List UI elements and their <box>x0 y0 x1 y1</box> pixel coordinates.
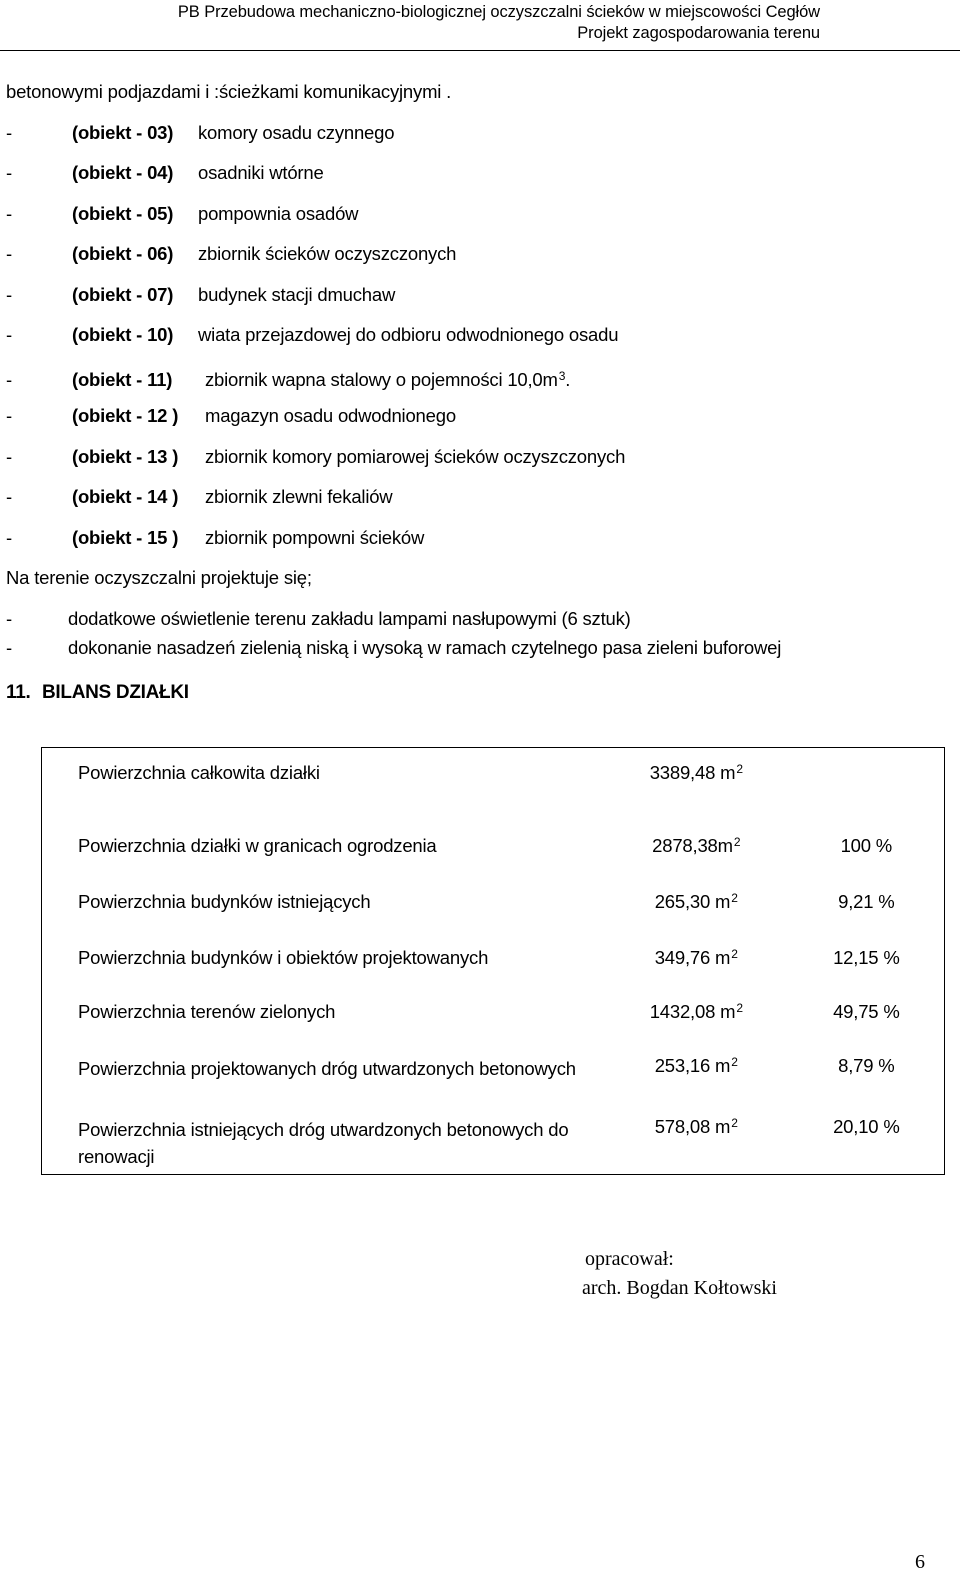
object-code: (obiekt - 07) <box>72 283 174 305</box>
section-heading <box>6 682 189 704</box>
page-number: 6 <box>915 1551 925 1573</box>
table-row <box>42 875 945 931</box>
row-label: Powierzchnia projektowanych dróg utwardzonych betonowych <box>42 1039 604 1108</box>
object-code: (obiekt - 04) <box>72 162 174 183</box>
object-item: - (obiekt - 11) zbiornik wapna stalowy o pojemności $10,0m^3$. <box>6 368 571 390</box>
object-code: (obiekt - 05) <box>72 202 174 224</box>
document-header <box>178 2 820 44</box>
object-description: wiata przejazdowej do odbioru odwodnionego osadu <box>198 324 619 345</box>
object-description: pompownia osadów <box>198 202 359 224</box>
row-label: Powierzchnia budynków i obiektów projektowanych <box>42 931 604 985</box>
table-row <box>42 985 945 1039</box>
unit-superscript: 3 <box>558 368 566 383</box>
row-label: Powierzchnia budynków istniejących <box>42 875 604 931</box>
object-item <box>6 242 951 283</box>
plan-list <box>6 607 951 665</box>
row-area: 265,30 $m^2$ <box>654 891 738 912</box>
row-label: Powierzchnia terenów zielonych <box>42 985 604 1039</box>
plot-balance-table <box>41 747 945 1175</box>
object-code: (obiekt - 15 ) <box>72 526 179 548</box>
header-divider <box>0 50 960 51</box>
row-percent: 9,21 % <box>789 875 945 931</box>
header-project-title: PB Przebudowa mechaniczno-biologicznej oczyszczalni ścieków w miejscowości Cegłów <box>177 3 820 21</box>
section-number: 11. <box>6 682 31 703</box>
object-item <box>6 323 951 364</box>
object-code: (obiekt - 12 ) <box>72 405 179 426</box>
row-area: $2878,38m^2$ <box>652 835 741 856</box>
row-area: 1432,08 $m^2$ <box>649 1001 743 1022</box>
section-title: BILANS DZIAŁKI <box>42 682 189 703</box>
row-percent: 49,75 % <box>789 985 945 1039</box>
object-code: (obiekt - 11) <box>72 368 173 390</box>
object-item <box>6 283 951 324</box>
table-row <box>42 1039 945 1108</box>
row-percent <box>789 748 945 819</box>
intro-line: betonowymi podjazdami i :ścieżkami komunikacyjnymi . <box>6 81 452 102</box>
object-description: zbiornik pompowni ścieków <box>205 526 425 548</box>
row-area: 349,76 $m^2$ <box>654 947 738 968</box>
bullet-dash: - <box>6 486 12 507</box>
document-body <box>6 80 951 665</box>
table-row <box>42 748 945 819</box>
object-description: magazyn osadu odwodnionego <box>205 405 456 426</box>
header-document-title: Projekt zagospodarowania terenu <box>577 24 820 42</box>
row-percent: 100 % <box>789 819 945 875</box>
plan-item <box>6 607 951 636</box>
bullet-dash: - <box>6 162 12 183</box>
plan-item-text: dodatkowe oświetlenie terenu zakładu lampami nasłupowymi (6 sztuk) <box>68 607 631 629</box>
row-percent: 20,10 % <box>789 1108 945 1175</box>
plan-item <box>6 636 951 665</box>
bullet-dash: - <box>6 607 12 629</box>
object-code: (obiekt - 03) <box>72 121 174 143</box>
object-description: komory osadu czynnego <box>198 121 395 143</box>
row-label: Powierzchnia całkowita działki <box>42 748 604 819</box>
object-item <box>6 202 951 243</box>
bullet-dash: - <box>6 121 12 143</box>
bullet-dash: - <box>6 202 12 224</box>
object-item <box>6 121 951 162</box>
object-item <box>6 485 951 526</box>
signature-block <box>582 1245 777 1303</box>
object-description: zbiornik komory pomiarowej ścieków oczyszczonych <box>205 445 626 467</box>
plan-item-text: dokonanie nasadzeń zielenią niską i wysoką w ramach czytelnego pasa zieleni buforowej <box>68 636 782 658</box>
bullet-dash: - <box>6 283 12 305</box>
object-item <box>6 161 951 202</box>
row-label: Powierzchnia istniejących dróg utwardzonych betonowych do renowacji <box>42 1108 604 1175</box>
bullet-dash: - <box>6 405 12 426</box>
row-percent: 12,15 % <box>789 931 945 985</box>
object-description: zbiornik ścieków oczyszczonych <box>198 243 457 264</box>
row-percent: 8,79 % <box>789 1039 945 1108</box>
row-area: 578,08 $m^2$ <box>604 1108 789 1175</box>
object-code: (obiekt - 10) <box>72 324 174 345</box>
row-area: 3389,48 $m^2$ <box>649 762 743 783</box>
row-label: Powierzchnia działki w granicach ogrodzenia <box>42 819 604 875</box>
object-item <box>6 445 951 486</box>
bullet-dash: - <box>6 368 12 390</box>
table-row <box>42 819 945 875</box>
object-item <box>6 404 951 445</box>
table-row <box>42 931 945 985</box>
object-description: budynek stacji dmuchaw <box>198 283 396 305</box>
object-code: (obiekt - 14 ) <box>72 486 179 507</box>
object-description: zbiornik zlewni fekaliów <box>205 486 393 507</box>
signature-name: arch. Bogdan Kołtowski <box>582 1277 777 1299</box>
bullet-dash: - <box>6 636 12 658</box>
row-area: 253,16 $m^2$ <box>654 1055 738 1076</box>
object-description: zbiornik wapna stalowy o pojemności 10,0m <box>205 368 558 390</box>
signature-role: opracował: <box>585 1248 674 1270</box>
object-list <box>6 121 951 567</box>
bullet-dash: - <box>6 243 12 264</box>
table-row <box>42 1108 945 1175</box>
bullet-dash: - <box>6 526 12 548</box>
bullet-dash: - <box>6 445 12 467</box>
object-item <box>6 526 951 567</box>
bullet-dash: - <box>6 324 12 345</box>
object-description: osadniki wtórne <box>198 162 324 183</box>
plan-intro: Na terenie oczyszczalni projektuje się; <box>6 567 312 588</box>
object-code: (obiekt - 13 ) <box>72 445 179 467</box>
object-code: (obiekt - 06) <box>72 243 174 264</box>
